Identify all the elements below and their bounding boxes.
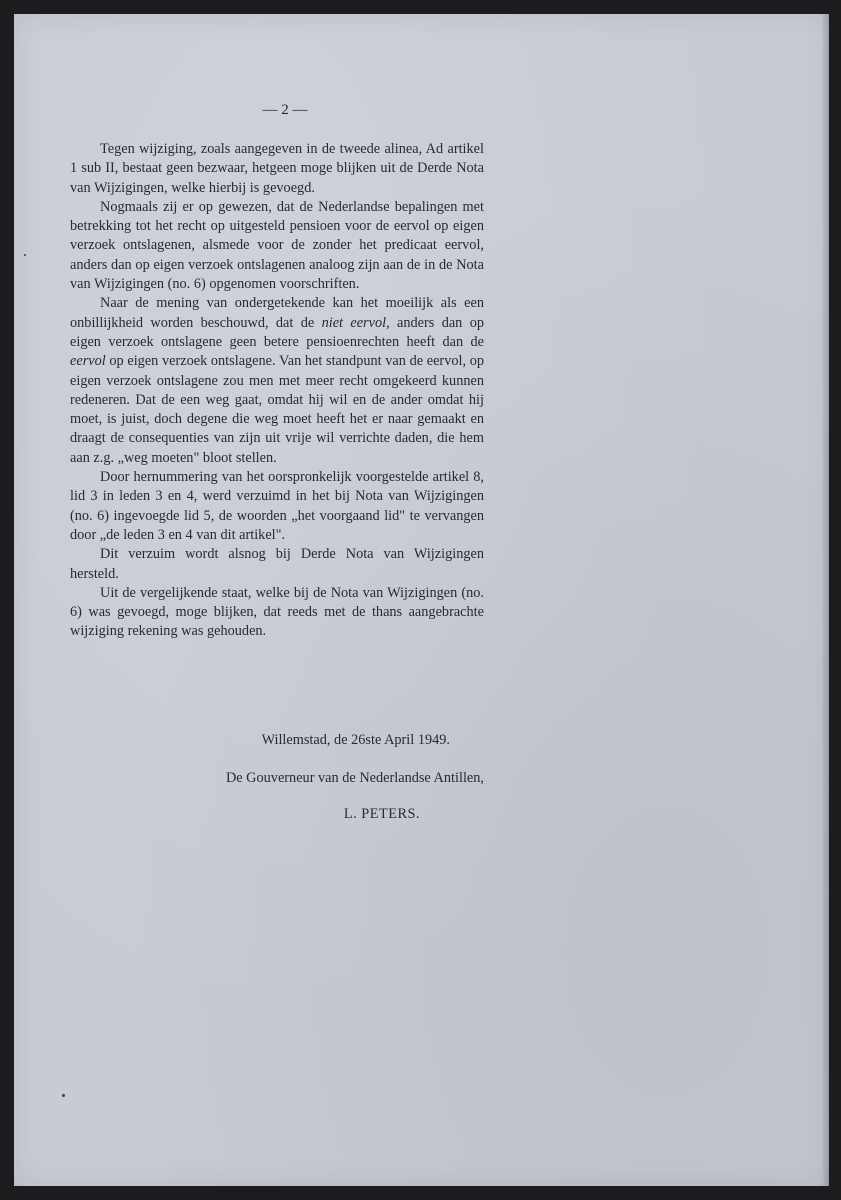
paragraph-3-emphasis-niet-eervol: niet eervol, [321, 314, 390, 331]
paragraph-4 [70, 468, 484, 545]
closing-signature: L. PETERS. [343, 806, 420, 822]
page-edge-shadow [821, 14, 829, 1186]
paragraph-4-text: Door hernummering van het oorspronkelijk voorgestelde artikel 8, lid 3 in leden 3 en 4, werd verzuimd in het bij Nota van Wijzigingen (no. 6) ingevoegde lid 5, de woorden „het voorgaand lid" te vervangen door „de leden 3 en 4 van dit artikel". [70, 469, 484, 543]
paragraph-3-emphasis-eervol: eervol [70, 353, 106, 370]
paragraph-6-text: Uit de vergelijkende staat, welke bij de Nota van Wijzigingen (no. 6) was gevoegd, moge blijken, dat reeds met de thans aangebrachte wijziging rekening was gehouden. [70, 584, 484, 640]
paragraph-3 [70, 294, 484, 468]
page-number: — 2 — [262, 102, 308, 118]
paper-speck [24, 254, 26, 256]
paragraph-5 [70, 545, 484, 584]
paper-speck [62, 1094, 65, 1097]
document-page [14, 14, 829, 1186]
paragraph-3-text-middle: anders dan op eigen verzoek ontslagene geen betere pensioenrechten heeft dan de [70, 314, 484, 350]
paragraph-1-text: Tegen wijziging, zoals aangegeven in de tweede alinea, Ad artikel 1 sub II, bestaat geen bezwaar, hetgeen moge blijken uit de Derde Nota van Wijzigingen, welke hierbij is gevoegd. [70, 141, 484, 196]
paragraph-2 [70, 198, 484, 294]
closing-signatory-title: De Gouverneur van de Nederlandse Antillen, [225, 770, 484, 786]
body-text [70, 140, 484, 642]
closing-place-date: Willemstad, de 26ste April 1949. [261, 732, 450, 748]
paragraph-2-text: Nogmaals zij er op gewezen, dat de Nederlandse bepalingen met betrekking tot het recht op uitgesteld pensioen voor de eervol op eigen verzoek ontslagenen, alsmede voor de zonder het predicaat eervol, anders dan op eigen verzoek ontslagenen analoog zijn aan de in de Nota van Wijzigingen (no. 6) opgenomen voorschriften. [70, 198, 484, 293]
paragraph-3-text-start: Naar de mening van ondergetekende kan het moeilijk als een onbillijkheid worden beschouwd, dat de [70, 295, 484, 331]
paragraph-3-text-end: op eigen verzoek ontslagene. Van het standpunt van de eervol, op eigen verzoek ontslagene zou men met meer recht omgekeerd kunnen redeneren. Dat de een weg gaat, omdat hij wil en de ander omdat hij moet, is juist, doch degene die weg moet heeft het er naar gemaakt en draagt de consequenties van zijn uit vrije wil verrichte daden, die hem aan z.g. „weg moeten" bloot stellen. [70, 353, 484, 466]
paragraph-1 [70, 140, 484, 198]
paragraph-5-text: Dit verzuim wordt alsnog bij Derde Nota van Wijzigingen hersteld. [70, 546, 484, 582]
paragraph-6 [70, 584, 484, 642]
